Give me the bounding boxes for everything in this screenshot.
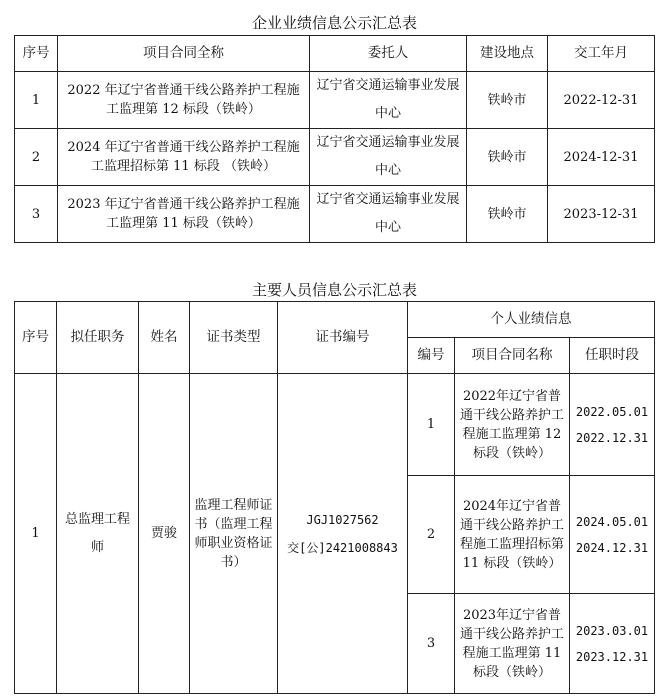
- project-name: 2023年辽宁省普通干线公路养护工程施工监理第 11 标段（铁岭）: [455, 594, 570, 694]
- header-cert-no: 证书编号: [278, 302, 408, 374]
- header-name: 姓名: [139, 302, 190, 374]
- person-cert-type: 监理工程师证书（监理工程师职业资格证书）: [190, 374, 278, 694]
- row-location: 铁岭市: [467, 72, 548, 129]
- header-project: 项目合同全称: [58, 36, 310, 72]
- project-period: [570, 476, 655, 594]
- table1-title: 企业业绩信息公示汇总表: [251, 14, 417, 32]
- header-client: 委托人: [310, 36, 467, 72]
- personnel-table: [14, 301, 655, 694]
- project-name: 2022年辽宁省普通干线公路养护工程施工监理第 12 标段（铁岭）: [455, 374, 570, 476]
- cert-number-2: 交[公]2421008843: [287, 540, 398, 555]
- header-position: 拟任职务: [57, 302, 139, 374]
- project-period: [570, 594, 655, 694]
- person-seq: 1: [15, 374, 57, 694]
- header-no: 编号: [408, 338, 455, 374]
- table-row: [15, 374, 655, 476]
- row-project: 2024 年辽宁省普通干线公路养护工程施工监理招标第 11 标段 （铁岭）: [58, 129, 310, 186]
- row-location: 铁岭市: [467, 186, 548, 243]
- period-start: 2022.05.01: [575, 404, 649, 419]
- header-personal-performance: 个人业绩信息: [408, 302, 655, 338]
- period-end: 2024.12.31: [575, 540, 649, 555]
- row-project: 2023 年辽宁省普通干线公路养护工程施工监理第 11 标段（铁岭）: [58, 186, 310, 243]
- row-completion: 2023-12-31: [548, 186, 655, 243]
- row-client: 辽宁省交通运输事业发展中心: [310, 72, 467, 129]
- header-completion: 交工年月: [548, 36, 655, 72]
- row-seq: 3: [15, 186, 58, 243]
- header-period: 任职时段: [570, 338, 655, 374]
- period-end: 2023.12.31: [575, 649, 649, 664]
- person-name: 贾骏: [139, 374, 190, 694]
- period-end: 2022.12.31: [575, 430, 649, 445]
- row-completion: 2024-12-31: [548, 129, 655, 186]
- project-period: [570, 374, 655, 476]
- company-performance-table: [14, 35, 655, 243]
- row-seq: 1: [15, 72, 58, 129]
- header-location: 建设地点: [467, 36, 548, 72]
- header-seq: 序号: [15, 36, 58, 72]
- project-name: 2024年辽宁省普通干线公路养护工程施工监理招标第 11 标段（铁岭）: [455, 476, 570, 594]
- header-seq: 序号: [15, 302, 57, 374]
- person-position: 总监理工程师: [57, 374, 139, 694]
- row-completion: 2022-12-31: [548, 72, 655, 129]
- row-location: 铁岭市: [467, 129, 548, 186]
- header-project-name: 项目合同名称: [455, 338, 570, 374]
- table-row: [15, 72, 655, 129]
- project-no: 1: [408, 374, 455, 476]
- period-start: 2024.05.01: [575, 514, 649, 529]
- table-row: [15, 186, 655, 243]
- header-cert-type: 证书类型: [190, 302, 278, 374]
- row-seq: 2: [15, 129, 58, 186]
- person-cert-no: [278, 374, 408, 694]
- table-row: [15, 129, 655, 186]
- project-no: 2: [408, 476, 455, 594]
- row-project: 2022 年辽宁省普通干线公路养护工程施工监理第 12 标段（铁岭）: [58, 72, 310, 129]
- cert-number-1: JGJ1027562: [306, 512, 379, 527]
- row-client: 辽宁省交通运输事业发展中心: [310, 186, 467, 243]
- project-no: 3: [408, 594, 455, 694]
- period-start: 2023.03.01: [575, 623, 649, 638]
- row-client: 辽宁省交通运输事业发展中心: [310, 129, 467, 186]
- table2-title: 主要人员信息公示汇总表: [251, 281, 417, 299]
